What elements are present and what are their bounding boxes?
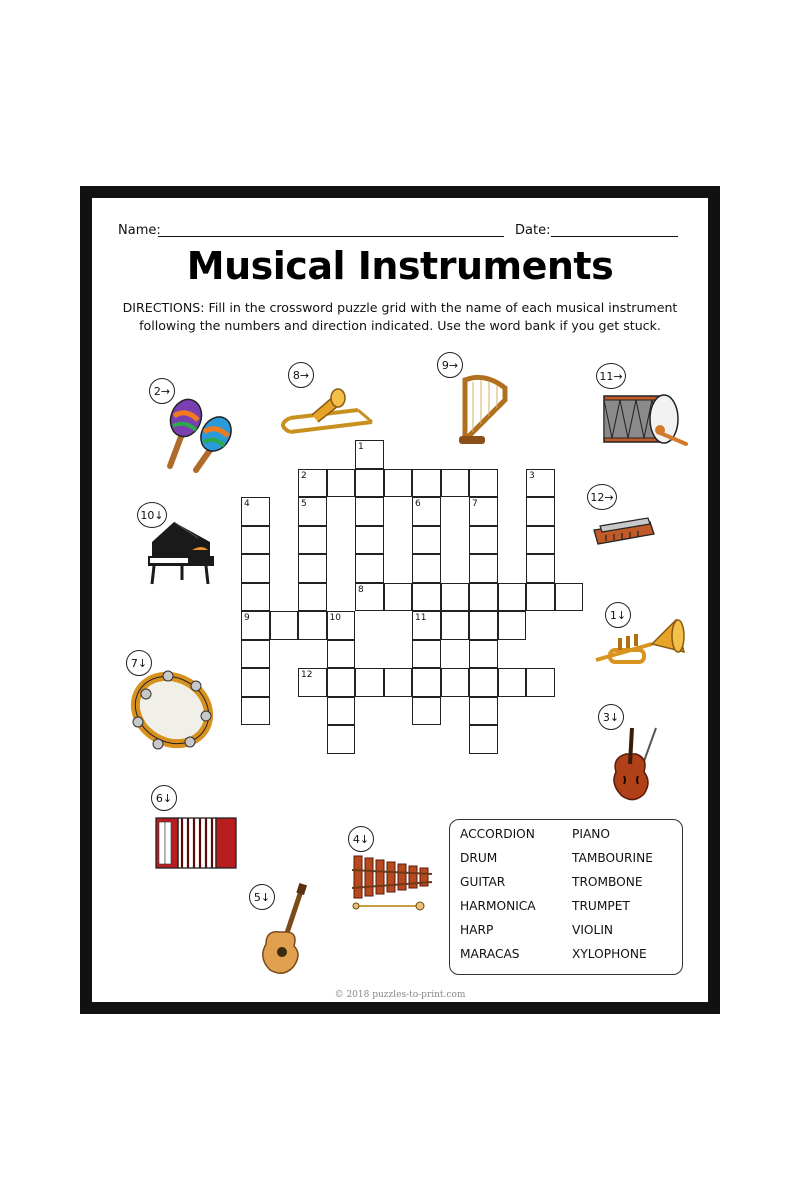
grid-cell[interactable] bbox=[469, 469, 498, 498]
grid-cell[interactable] bbox=[384, 583, 413, 612]
page-title: Musical Instruments bbox=[186, 244, 614, 288]
tambourine-icon bbox=[128, 666, 216, 754]
grid-cell[interactable] bbox=[441, 611, 470, 640]
grid-cell[interactable] bbox=[412, 526, 441, 555]
grid-cell[interactable] bbox=[355, 526, 384, 555]
maracas-icon bbox=[152, 394, 240, 476]
grid-number: 11 bbox=[415, 613, 427, 623]
grid-cell[interactable] bbox=[469, 526, 498, 555]
directions-line-1: DIRECTIONS: Fill in the crossword puzzle grid with the name of each musical instrument bbox=[122, 300, 678, 315]
grid-number: 1 bbox=[358, 442, 364, 452]
harmonica-icon bbox=[590, 512, 658, 552]
grid-number: 12 bbox=[301, 670, 313, 680]
word-bank-item: TROMBONE bbox=[572, 875, 643, 889]
grid-cell[interactable] bbox=[241, 668, 270, 697]
clue-1-down: 1↓ bbox=[605, 602, 631, 628]
trumpet-icon bbox=[592, 612, 690, 674]
grid-cell[interactable] bbox=[441, 469, 470, 498]
clue-11-across: 11→ bbox=[596, 363, 626, 389]
grid-cell[interactable] bbox=[298, 526, 327, 555]
grid-cell[interactable] bbox=[241, 526, 270, 555]
date-line[interactable] bbox=[551, 236, 678, 237]
grid-cell[interactable] bbox=[355, 668, 384, 697]
grid-number: 7 bbox=[472, 499, 478, 509]
grid-cell[interactable] bbox=[384, 469, 413, 498]
grid-cell[interactable] bbox=[355, 469, 384, 498]
word-bank-item: DRUM bbox=[460, 851, 498, 865]
word-bank-item: TRUMPET bbox=[572, 899, 630, 913]
grid-cell[interactable] bbox=[469, 583, 498, 612]
word-bank-item: MARACAS bbox=[460, 947, 520, 961]
grid-cell[interactable] bbox=[526, 668, 555, 697]
harp-icon bbox=[455, 370, 515, 446]
grid-cell[interactable] bbox=[412, 554, 441, 583]
grid-cell[interactable] bbox=[412, 668, 441, 697]
grid-cell[interactable] bbox=[526, 554, 555, 583]
clue-9-across: 9→ bbox=[437, 352, 463, 378]
copyright-notice: © 2018 puzzles-to-print.com bbox=[334, 990, 466, 1000]
grid-cell[interactable] bbox=[412, 469, 441, 498]
grid-cell[interactable] bbox=[498, 583, 527, 612]
grid-cell[interactable] bbox=[327, 697, 356, 726]
grid-cell[interactable] bbox=[498, 611, 527, 640]
grid-number: 6 bbox=[415, 499, 421, 509]
grid-cell[interactable] bbox=[327, 640, 356, 669]
grid-cell[interactable] bbox=[441, 583, 470, 612]
grid-cell[interactable] bbox=[327, 725, 356, 754]
grid-cell[interactable] bbox=[327, 469, 356, 498]
clue-3-down: 3↓ bbox=[598, 704, 624, 730]
grid-cell[interactable] bbox=[469, 554, 498, 583]
clue-5-down: 5↓ bbox=[249, 884, 275, 910]
grid-cell[interactable] bbox=[469, 697, 498, 726]
word-bank-item: HARMONICA bbox=[460, 899, 536, 913]
grid-cell[interactable] bbox=[384, 668, 413, 697]
word-bank-item: VIOLIN bbox=[572, 923, 614, 937]
grid-number: 3 bbox=[529, 470, 535, 481]
grid-cell[interactable] bbox=[412, 583, 441, 612]
accordion-icon bbox=[150, 808, 240, 874]
grid-cell[interactable] bbox=[469, 640, 498, 669]
grid-cell[interactable] bbox=[241, 640, 270, 669]
clue-8-across: 8→ bbox=[288, 362, 314, 388]
grid-cell[interactable] bbox=[241, 554, 270, 583]
clue-2-across: 2→ bbox=[149, 378, 175, 404]
grid-cell[interactable] bbox=[298, 554, 327, 583]
guitar-icon bbox=[256, 882, 314, 978]
grid-cell[interactable] bbox=[526, 583, 555, 612]
grid-cell[interactable] bbox=[526, 497, 555, 526]
date-label: Date: bbox=[515, 223, 551, 238]
word-bank-item: HARP bbox=[460, 923, 494, 937]
grid-cell[interactable] bbox=[469, 668, 498, 697]
grid-cell[interactable] bbox=[555, 583, 584, 612]
name-label: Name: bbox=[118, 223, 161, 238]
grid-cell[interactable] bbox=[412, 640, 441, 669]
word-bank-item: ACCORDION bbox=[460, 827, 535, 841]
clue-12-across: 12→ bbox=[587, 484, 617, 510]
grid-number: 8 bbox=[358, 584, 364, 595]
xylophone-icon bbox=[348, 852, 438, 912]
grid-cell[interactable] bbox=[526, 526, 555, 555]
grid-cell[interactable] bbox=[327, 668, 356, 697]
drum-icon bbox=[598, 386, 690, 452]
grid-cell[interactable] bbox=[469, 725, 498, 754]
grid-cell[interactable] bbox=[270, 611, 299, 640]
grid-number: 4 bbox=[244, 499, 250, 509]
word-bank-item: GUITAR bbox=[460, 875, 506, 889]
grid-cell[interactable] bbox=[412, 697, 441, 726]
word-bank-item: PIANO bbox=[572, 827, 610, 841]
trombone-icon bbox=[272, 388, 376, 444]
clue-4-down: 4↓ bbox=[348, 826, 374, 852]
grid-cell[interactable] bbox=[355, 554, 384, 583]
name-line[interactable] bbox=[158, 236, 504, 237]
grid-cell[interactable] bbox=[241, 583, 270, 612]
grid-cell[interactable] bbox=[441, 668, 470, 697]
word-bank-item: TAMBOURINE bbox=[572, 851, 653, 865]
clue-6-down: 6↓ bbox=[151, 785, 177, 811]
grid-number: 5 bbox=[301, 499, 307, 509]
piano-icon bbox=[140, 514, 220, 590]
clue-7-down: 7↓ bbox=[126, 650, 152, 676]
clue-10-down: 10↓ bbox=[137, 502, 167, 528]
grid-cell[interactable] bbox=[241, 697, 270, 726]
grid-number: 10 bbox=[329, 613, 341, 623]
grid-cell[interactable] bbox=[298, 583, 327, 612]
grid-cell[interactable] bbox=[469, 611, 498, 640]
word-bank-item: XYLOPHONE bbox=[572, 947, 647, 961]
violin-icon bbox=[600, 724, 664, 804]
directions-line-2: following the numbers and direction indicated. Use the word bank if you get stuck. bbox=[139, 318, 661, 333]
grid-cell[interactable] bbox=[498, 668, 527, 697]
grid-cell[interactable] bbox=[298, 611, 327, 640]
grid-number: 2 bbox=[301, 470, 307, 481]
grid-cell[interactable] bbox=[355, 497, 384, 526]
grid-number: 9 bbox=[244, 613, 250, 623]
